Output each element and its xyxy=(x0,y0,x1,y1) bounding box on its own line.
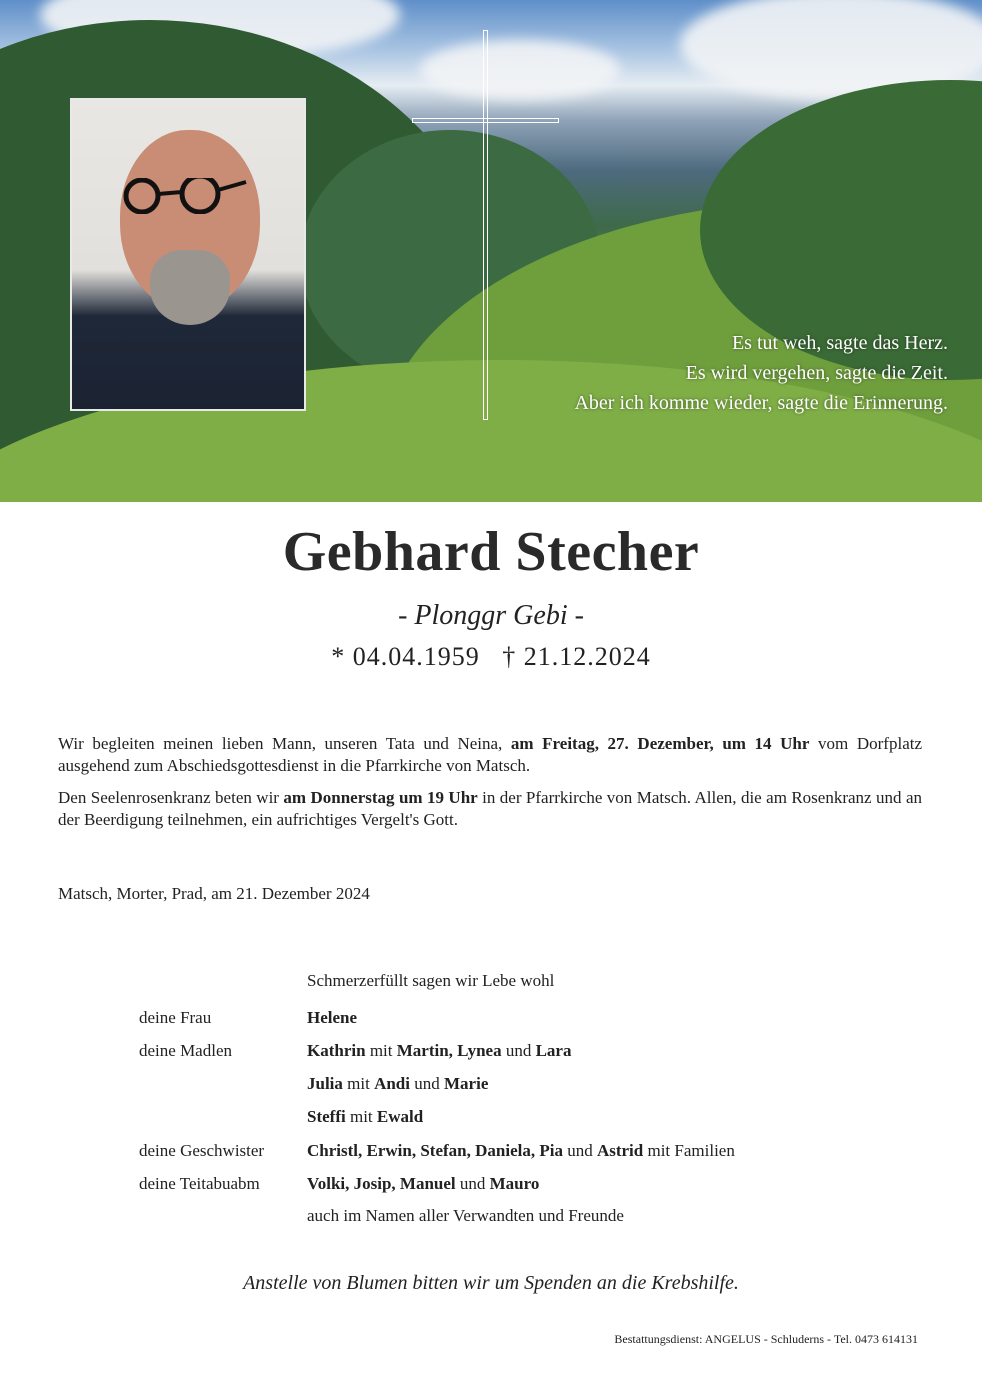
mourner-names xyxy=(307,1206,624,1226)
bold-text: Astrid xyxy=(596,1141,644,1160)
bold-text: Marie xyxy=(444,1074,489,1093)
header-landscape-image xyxy=(0,0,982,502)
mourner-names xyxy=(307,1141,735,1161)
mourner-row xyxy=(0,1174,982,1196)
text-segment: Den Seelenrosenkranz beten wir xyxy=(58,788,284,807)
text-segment: und xyxy=(455,1174,490,1193)
mourner-names xyxy=(307,1074,488,1094)
quote-line: Aber ich komme wieder, sagte die Erinnerung. xyxy=(574,392,948,414)
bold-text: Helene xyxy=(307,1008,358,1027)
mourner-names xyxy=(307,1008,357,1028)
text-segment: und xyxy=(562,1141,597,1160)
poem-quote xyxy=(574,328,948,418)
relation-label: deine Frau xyxy=(139,1008,212,1027)
bold-text: am Freitag, 27. Dezember, um 14 Uhr xyxy=(510,734,810,753)
mourner-row xyxy=(0,1141,982,1163)
text-segment: auch im Namen aller Verwandten und Freunde xyxy=(307,1206,624,1225)
place-date: Matsch, Morter, Prad, am 21. Dezember 2024 xyxy=(58,884,370,903)
text-segment: mit Familien xyxy=(643,1141,735,1160)
text-segment: und xyxy=(410,1074,444,1093)
bold-text: Ewald xyxy=(376,1107,424,1126)
bold-text: Kathrin xyxy=(307,1041,366,1060)
text-segment: mit xyxy=(345,1107,377,1126)
portrait-photo xyxy=(70,98,306,411)
life-dates: * 04.04.1959 † 21.12.2024 xyxy=(331,642,651,671)
funeral-service-footer: Bestattungsdienst: ANGELUS - Schluderns - Tel. 0473 614131 xyxy=(614,1332,918,1346)
bold-text: Martin, Lynea xyxy=(396,1041,502,1060)
donation-note: Anstelle von Blumen bitten wir um Spenden an die Krebshilfe. xyxy=(243,1272,739,1294)
text-segment: Wir begleiten meinen lieben Mann, unseren Tata und Neina, xyxy=(58,734,511,753)
bold-text: Steffi xyxy=(307,1107,346,1126)
cross-icon-bar xyxy=(412,118,559,123)
cross-icon xyxy=(483,30,488,420)
bold-text: Julia xyxy=(307,1074,343,1093)
text-segment: vom Dorfplatz ausgehend zum Abschiedsgottesdienst in die Pfarrkirche von Matsch. xyxy=(58,734,923,775)
text-segment: in der Pfarrkirche von Matsch. Allen, die am Rosenkranz und an der Beerdigung teilnehmen, ein aufrichtiges Vergelt's Gott. xyxy=(58,788,922,829)
text-segment: und xyxy=(501,1041,536,1060)
mourner-row xyxy=(0,1041,982,1063)
mourner-names xyxy=(307,1174,539,1194)
quote-line: Es tut weh, sagte das Herz. xyxy=(731,332,948,354)
mourner-names xyxy=(307,1107,423,1127)
bold-text: Mauro xyxy=(489,1174,540,1193)
bold-text: Lara xyxy=(535,1041,572,1060)
text-segment: mit xyxy=(342,1074,375,1093)
mourner-row xyxy=(0,1074,982,1096)
bold-text: am Donnerstag um 19 Uhr xyxy=(283,788,478,807)
relation-label: deine Teitabuabm xyxy=(139,1174,260,1193)
mourner-row xyxy=(0,1107,982,1129)
bold-text: Christl, Erwin, Stefan, Daniela, Pia xyxy=(307,1141,563,1160)
text-segment: mit xyxy=(365,1041,397,1060)
farewell-line: Schmerzerfüllt sagen wir Lebe wohl xyxy=(307,971,555,990)
bold-text: Volki, Josip, Manuel xyxy=(307,1174,456,1193)
relation-label: deine Madlen xyxy=(139,1041,232,1060)
bold-text: Andi xyxy=(374,1074,410,1093)
relation-label: deine Geschwister xyxy=(139,1141,265,1160)
rosary-info-paragraph xyxy=(58,787,922,831)
mourner-row xyxy=(0,1206,982,1228)
nickname: - Plonggr Gebi - xyxy=(398,600,584,631)
mourner-names xyxy=(307,1041,571,1061)
quote-line: Es wird vergehen, sagte die Zeit. xyxy=(685,362,948,384)
deceased-name: Gebhard Stecher xyxy=(282,521,700,583)
funeral-info-paragraph xyxy=(58,733,922,777)
mourner-row xyxy=(0,1008,982,1030)
